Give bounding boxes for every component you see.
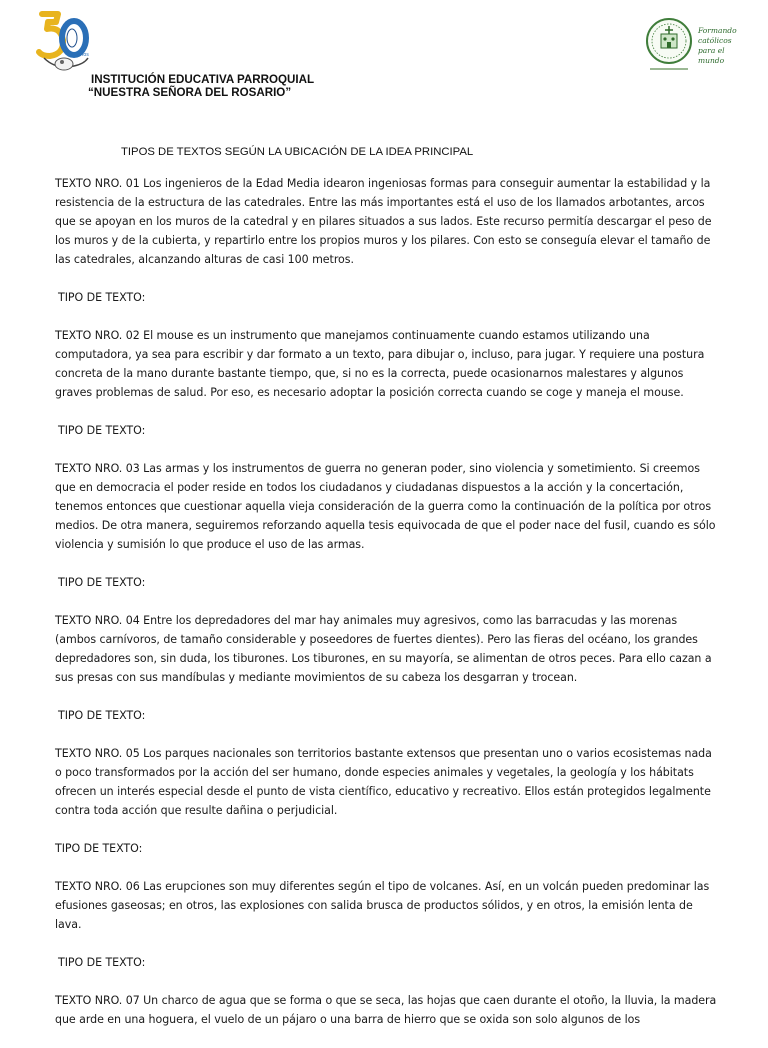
diocese-seal-logo <box>644 10 748 76</box>
text-paragraph-02: TEXTO NRO. 02 El mouse es un instrumento que manejamos continuamente cuando estamos utilizando una computadora, ya sea para escribir y dar formato a un texto, para dibujar o, incluso, para jugar. Y requiere una postura concreta de la mano durante bastante tiempo, que, si no es la correcta, puede ocasionarnos malestares y algunos graves problemas de salud. Por eso, es necesario adoptar la posición correcta cuando se coge y maneja el mouse. <box>55 329 705 399</box>
text-paragraph-06: TEXTO NRO. 06 Las erupciones son muy diferentes según el tipo de volcanes. Así, en un volcán pueden predominar las efusiones gaseosas; en otros, las explosiones con salida brusca de productos sólidos, y en otros, la emisión lenta de lava. <box>55 880 710 931</box>
tipo-de-texto-label-01: TIPO DE TEXTO: <box>58 291 146 304</box>
tipo-de-texto-label-05: TIPO DE TEXTO: <box>55 842 143 855</box>
svg-text:años: años <box>77 52 89 58</box>
seal-motto: Formando católicos para el mundo <box>698 26 737 65</box>
school-name-line2: “NUESTRA SEÑORA DEL ROSARIO” <box>88 86 292 99</box>
text-paragraph-04: TEXTO NRO. 04 Entre los depredadores del mar hay animales muy agresivos, como las barracudas y las morenas (ambos carnívoros, de tamaño considerable y poseedores de fuertes dientes). Pero las fieras del océano, los grandes depredadores son, sin duda, los tiburones. Los tiburones, en su mayoría, se alimentan de otros peces. Para ello cazan a sus presas con sus mandíbulas y mediante movimientos de su cabeza los desgarran y trocean. <box>55 614 712 684</box>
anniversary-50-logo-icon <box>36 10 92 76</box>
school-name <box>88 73 315 99</box>
text-paragraph-01: TEXTO NRO. 01 Los ingenieros de la Edad Media idearon ingeniosas formas para conseguir aumentar la estabilidad y la resistencia de la estructura de las catedrales. Entre las más importantes está el uso de los llamados arbotantes, arcos que se apoyan en los muros de la catedral y en pilares situados a sus lados. Este recurso permitía descargar el peso de los muros y de la cubierta, y repartirlo entre los propios muros y los pilares. Con esto se conseguía elevar el tamaño de las catedrales, alcanzando alturas de casi 100 metros. <box>55 177 712 266</box>
text-paragraph-03: TEXTO NRO. 03 Las armas y los instrumentos de guerra no generan poder, sino violencia y sometimiento. Si creemos que en democracia el poder reside en todos los ciudadanos y ciudadanas dispuestos a la acción y la concertación, tenemos entonces que cuestionar aquella vieja consideración de la guerra como la continuación de la política por otros medios. De otra manera, seguiremos reforzando aquella tesis equivocada de que el poder nace del fusil, cuando es sólo violencia y sumisión lo que produce el uso de las armas. <box>55 462 716 551</box>
school-name-line1: INSTITUCIÓN EDUCATIVA PARROQUIAL <box>91 73 315 86</box>
text-paragraph-05: TEXTO NRO. 05 Los parques nacionales son territorios bastante extensos que presentan uno o varios ecosistemas nada o poco transformados por la acción del ser humano, donde especies animales y vegetales, la geología y los hábitats ofrecen un interés especial desde el punto de vista científico, educativo y recreativo. Ellos están protegidos legalmente contra toda acción que resulte dañina o perjudicial. <box>55 747 712 817</box>
document-body <box>55 174 717 1048</box>
tipo-de-texto-label-02: TIPO DE TEXTO: <box>58 424 146 437</box>
diocese-seal-icon <box>644 10 694 76</box>
document-title: TIPOS DE TEXTOS SEGÚN LA UBICACIÓN DE LA IDEA PRINCIPAL <box>121 146 474 158</box>
tipo-de-texto-label-06: TIPO DE TEXTO: <box>58 956 146 969</box>
tipo-de-texto-label-04: TIPO DE TEXTO: <box>58 709 146 722</box>
text-paragraph-07: TEXTO NRO. 07 Un charco de agua que se forma o que se seca, las hojas que caen durante el otoño, la lluvia, la madera que arde en una hoguera, el vuelo de un pájaro o una barra de hierro que se oxida son solo algunos de los <box>55 994 717 1026</box>
tipo-de-texto-label-03: TIPO DE TEXTO: <box>58 576 146 589</box>
